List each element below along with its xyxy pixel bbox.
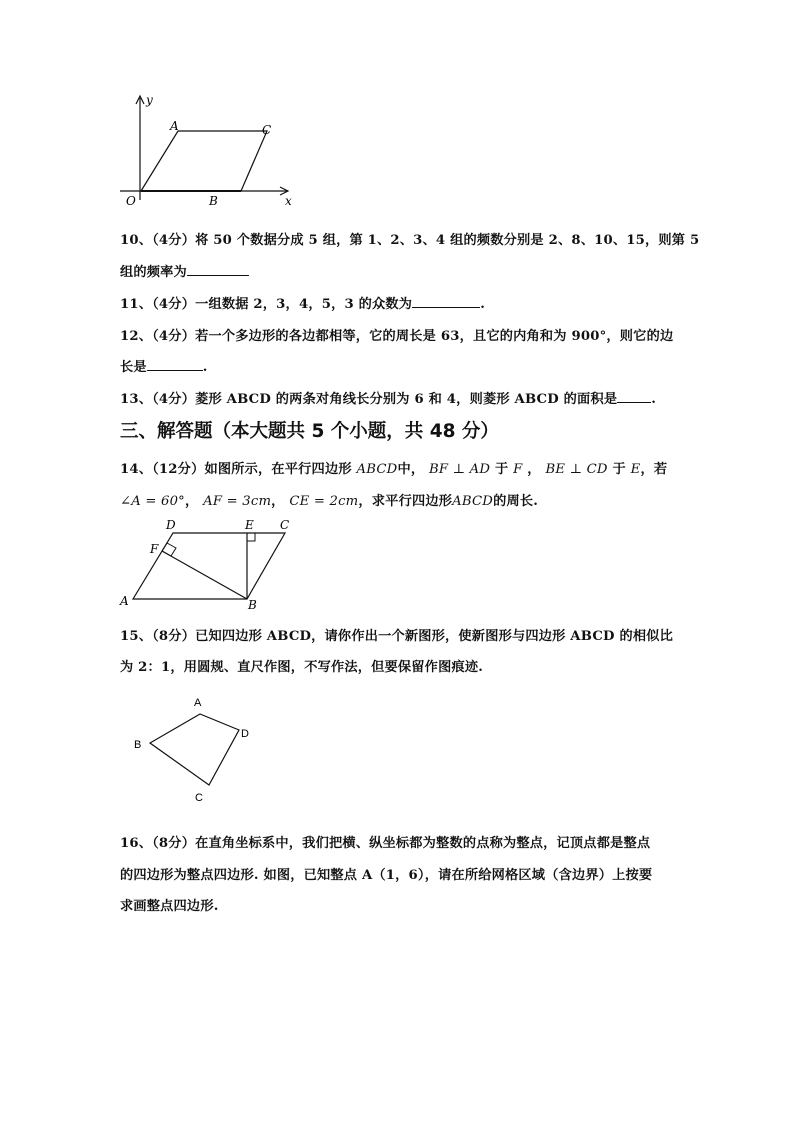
q15-line1: 15、（8分）已知四边形 ABCD，请你作出一个新图形，使新图形与四边形 ABCD 的相似比 xyxy=(120,629,674,644)
q14-text-f: ，求平行四边形 xyxy=(358,494,453,509)
label-c: C xyxy=(195,792,203,804)
label-a: A xyxy=(170,119,179,133)
q14-line2 xyxy=(120,490,538,509)
q12-answer-blank[interactable] xyxy=(147,358,203,371)
q15-line2: 为 2：1，用圆规、直尺作图，不写作法，但要保留作图痕迹. xyxy=(120,660,484,675)
label-a: A xyxy=(120,594,129,608)
label-e: E xyxy=(245,518,254,532)
q14-ce: CE = 2cm xyxy=(289,494,359,509)
label-c: C xyxy=(280,518,290,532)
q12-line2 xyxy=(120,356,208,375)
q12-line1: 12、（4分）若一个多边形的各边都相等，它的周长是 63，且它的内角和为 900°，则它的边 xyxy=(120,329,674,344)
q14-text-g: 的周长. xyxy=(493,494,539,509)
q14-sep-2: ， xyxy=(271,494,285,509)
q14-sep-1: ， xyxy=(184,494,199,509)
q16-line1: 16、（8分）在直角坐标系中，我们把横、纵坐标都为整数的点称为整点，记顶点都是整点 xyxy=(120,836,651,851)
label-a: A xyxy=(194,697,202,709)
quadrilateral-abcd xyxy=(150,714,239,785)
q12-end: . xyxy=(202,360,208,375)
q14-text-a: 中， xyxy=(397,462,425,477)
q14-point-f: F xyxy=(513,462,523,477)
figure-parallelogram-axes xyxy=(112,88,302,213)
q14-point-e: E xyxy=(630,462,641,477)
q13-line xyxy=(120,388,656,407)
q14-bf-perp-ad: BF ⊥ AD xyxy=(429,462,491,477)
label-o: O xyxy=(126,194,136,208)
q16-line2: 的四边形为整点四边形. 如图，已知整点 A（1，6），请在所给网格区域（含边界）上按要 xyxy=(120,868,653,883)
q13-text: 13、（4分）菱形 ABCD 的两条对角线长分别为 6 和 4，则菱形 ABCD 的面积是 xyxy=(120,392,618,407)
q10-line2 xyxy=(120,261,249,280)
q16-line3: 求画整点四边形. xyxy=(120,899,219,914)
q11-line xyxy=(120,293,485,312)
q11-end: . xyxy=(480,297,485,312)
q14-text-d: 于 xyxy=(612,462,626,477)
label-c: C xyxy=(262,123,272,137)
q14-line1 xyxy=(120,458,667,477)
right-angle-mark-f xyxy=(162,543,176,556)
q13-end: . xyxy=(651,392,657,407)
q14-text-e: ，若 xyxy=(640,462,668,477)
right-angle-mark-e xyxy=(247,533,255,541)
label-b: B xyxy=(209,194,218,208)
figure-quadrilateral-abcd xyxy=(128,690,268,808)
label-b: B xyxy=(134,739,142,751)
label-d: D xyxy=(241,728,249,740)
q14-abcd-1: ABCD xyxy=(356,462,398,477)
q14-angle-a: ∠A = 60° xyxy=(120,494,185,509)
parallelogram-oabc xyxy=(141,131,267,191)
q14-abcd-2: ABCD xyxy=(452,494,494,509)
label-b: B xyxy=(248,598,257,612)
label-x: x xyxy=(285,194,292,208)
q14-text-c: ， xyxy=(527,462,541,477)
q11-text: 11、（4分）一组数据 2，3，4，5，3 的众数为 xyxy=(120,297,413,312)
segment-bf xyxy=(162,551,247,599)
label-d: D xyxy=(166,518,176,532)
label-f: F xyxy=(150,542,159,556)
section-heading: 三、解答题（本大题共 5 个小题，共 48 分） xyxy=(120,421,499,442)
label-y: y xyxy=(146,93,153,107)
q10-line2-text: 组的频率为 xyxy=(120,265,187,280)
q14-text-b: 于 xyxy=(494,462,509,477)
q12-line2-text: 长是 xyxy=(120,360,147,375)
q13-answer-blank[interactable] xyxy=(617,390,651,403)
q14-line1-prefix: 14、（12分）如图所示，在平行四边形 xyxy=(120,462,352,477)
q11-answer-blank[interactable] xyxy=(412,295,480,308)
figure-parallelogram-perpendiculars xyxy=(114,514,304,614)
q14-af: AF = 3cm xyxy=(203,494,272,509)
q14-be-perp-cd: BE ⊥ CD xyxy=(545,462,608,477)
q10-line1: 10、（4分）将 50 个数据分成 5 组，第 1、2、3、4 组的频数分别是 2、8、10、15，则第 5 xyxy=(120,233,700,248)
q10-answer-blank[interactable] xyxy=(187,263,249,276)
